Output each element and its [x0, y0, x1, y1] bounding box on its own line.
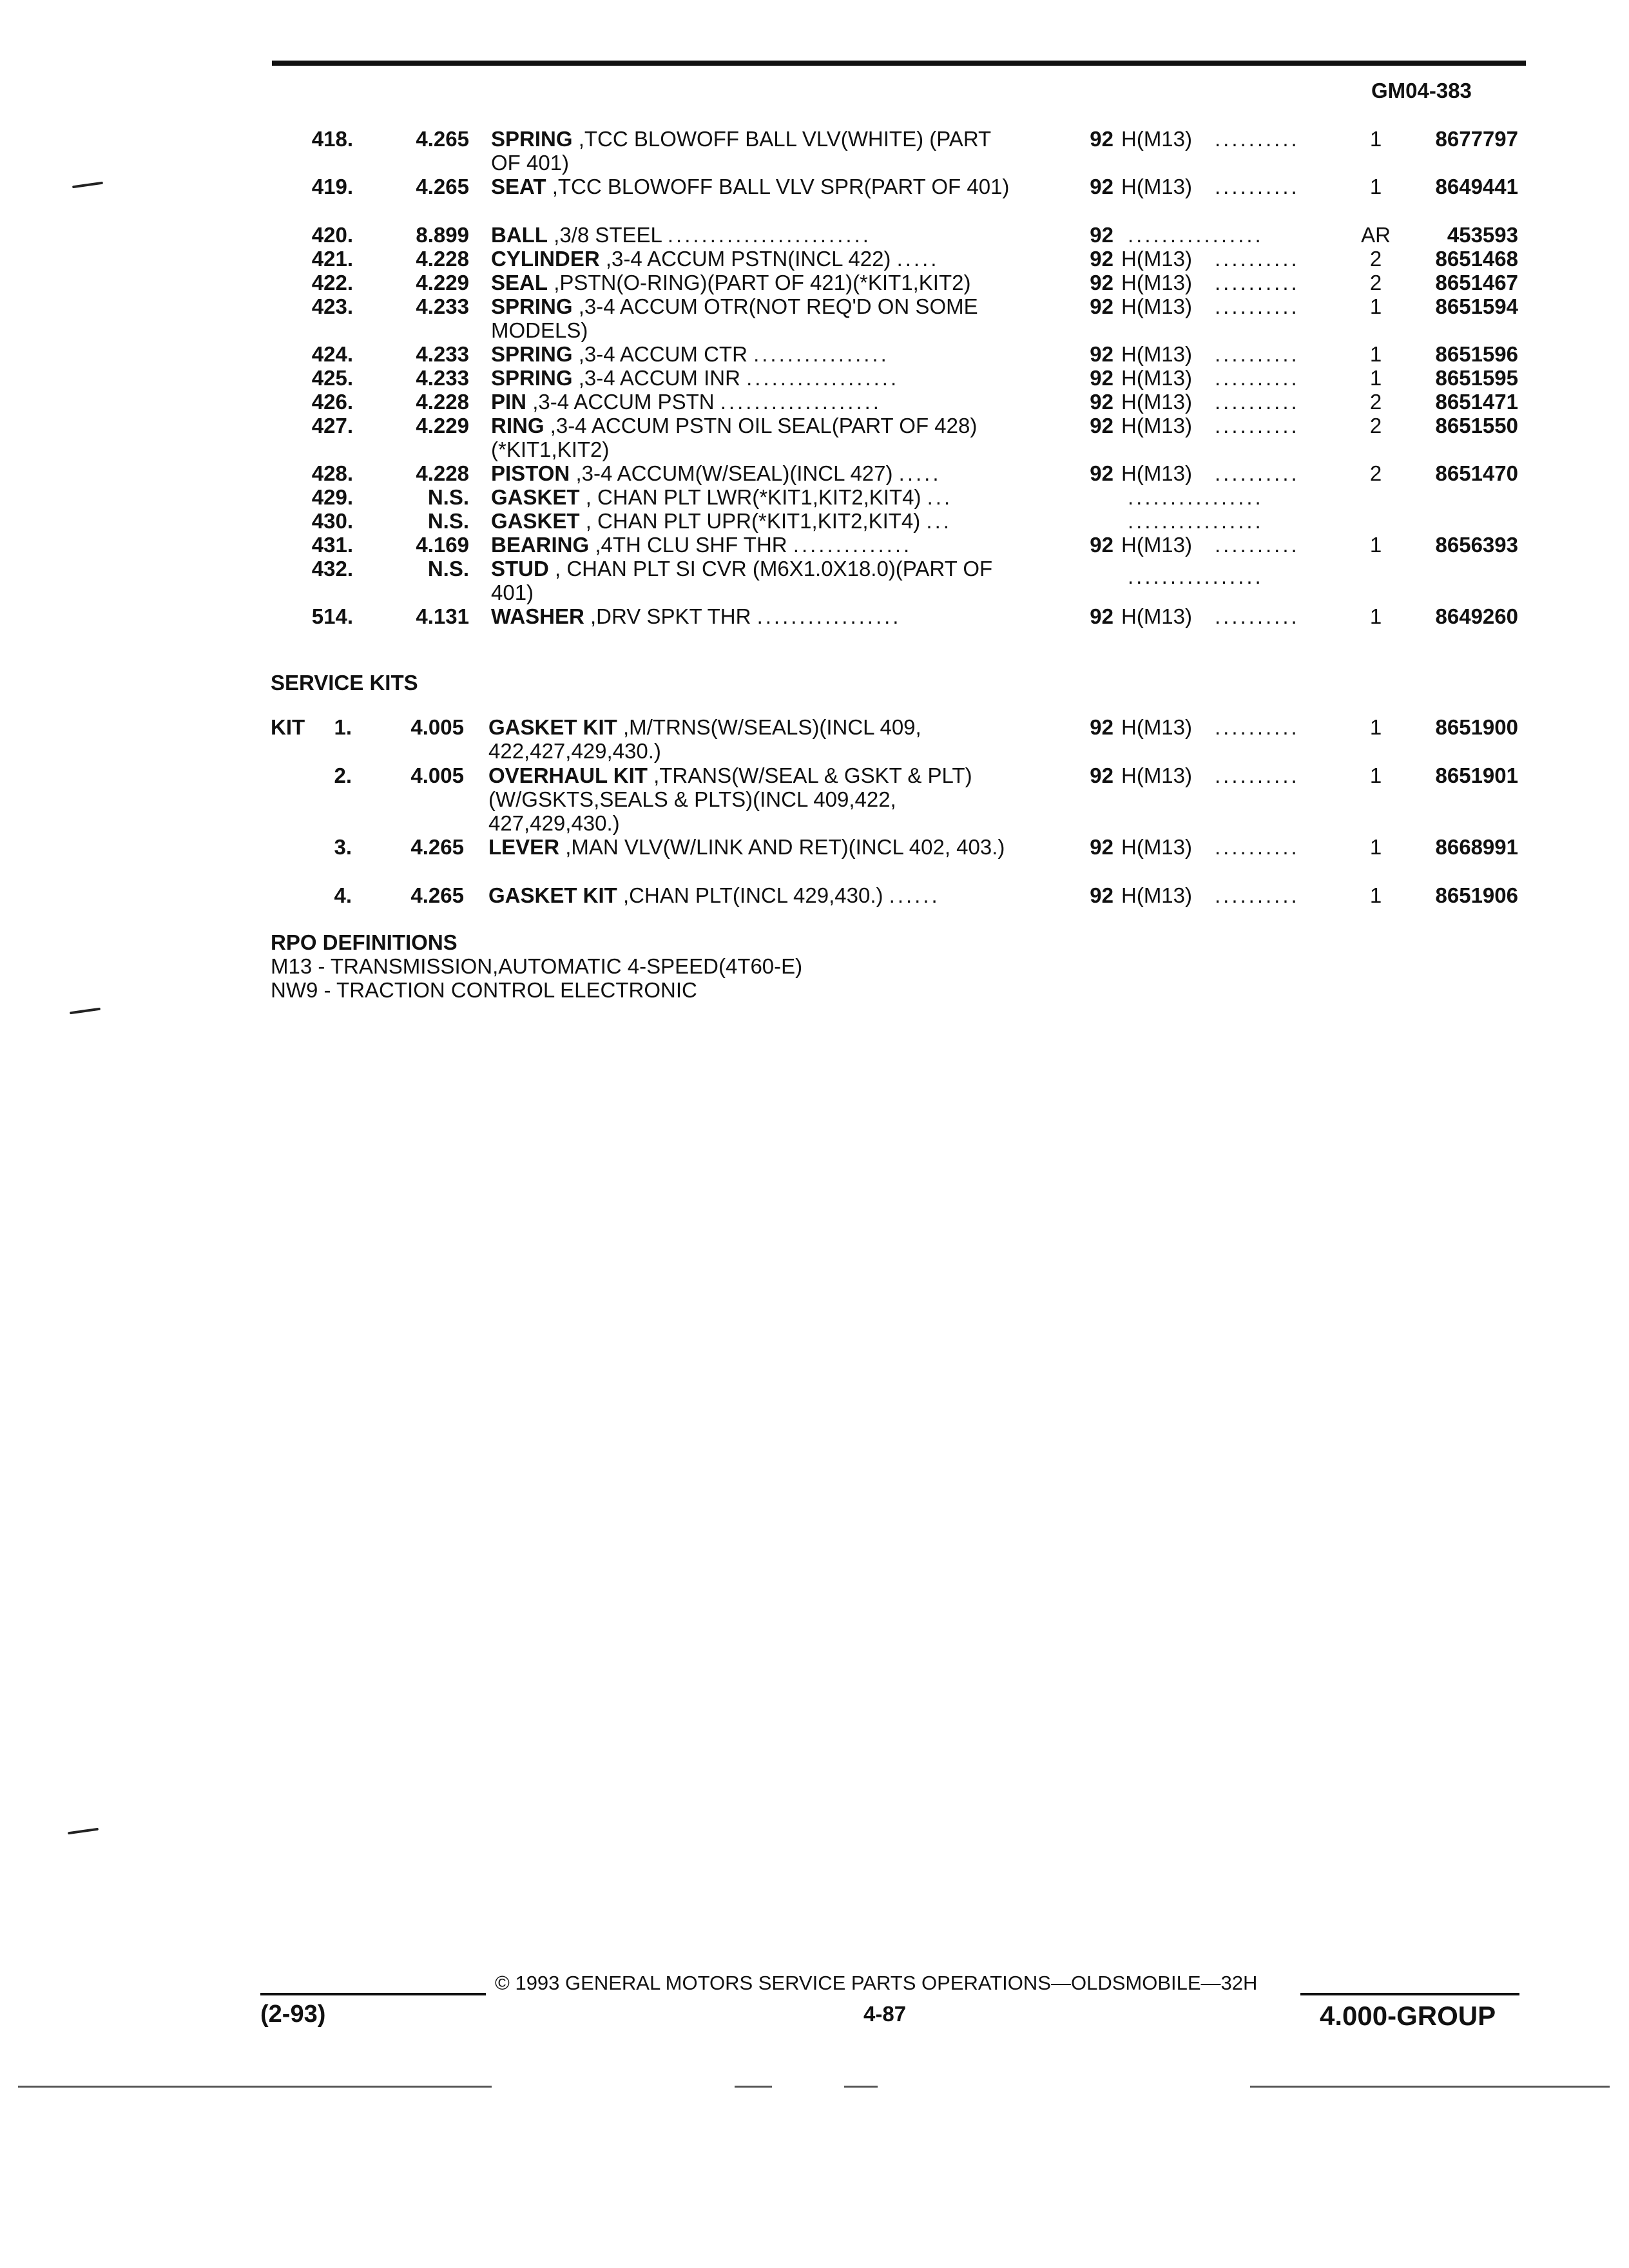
binder-mark — [72, 182, 103, 189]
bottom-rule — [18, 2086, 492, 2088]
service-kits-heading: SERVICE KITS — [271, 671, 418, 695]
doc-code: GM04-383 — [1371, 79, 1472, 102]
rpo-line: M13 - TRANSMISSION,AUTOMATIC 4-SPEED(4T60-E) — [271, 954, 803, 978]
footer-rule-right — [1300, 1993, 1519, 1995]
rpo-line: NW9 - TRACTION CONTROL ELECTRONIC — [271, 978, 697, 1002]
binder-mark — [70, 1008, 101, 1015]
footer-copyright: © 1993 GENERAL MOTORS SERVICE PARTS OPERATIONS—OLDSMOBILE—32H — [495, 1972, 1258, 1994]
footer-group: 4.000-GROUP — [1320, 2001, 1496, 2031]
bottom-rule — [1250, 2086, 1610, 2088]
bottom-rule — [844, 2086, 878, 2088]
footer-date: (2-93) — [260, 2001, 326, 2028]
binder-mark — [68, 1828, 99, 1835]
footer-rule-left — [260, 1993, 486, 1995]
footer-page: 4-87 — [863, 2002, 907, 2026]
rpo-heading: RPO DEFINITIONS — [271, 930, 458, 954]
header-rule — [272, 61, 1526, 66]
bottom-rule — [735, 2086, 772, 2088]
